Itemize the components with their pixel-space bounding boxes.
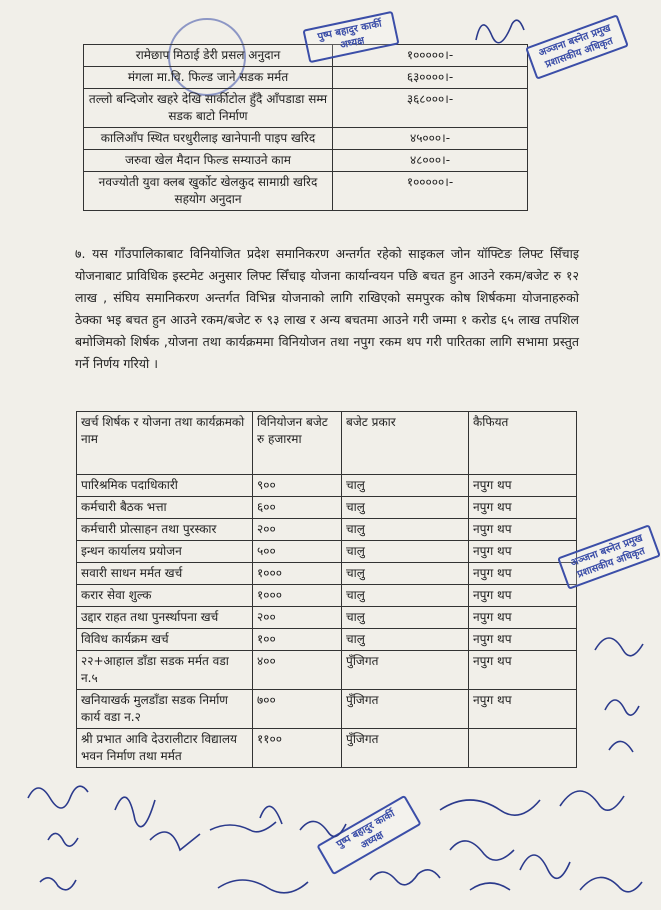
table-row <box>84 150 528 172</box>
row-budget: २०० <box>253 519 342 541</box>
table-row <box>84 89 528 128</box>
row-name: खनियाखर्क मुलडाँडा सडक निर्माण कार्य वडा न.२ <box>77 690 253 729</box>
row-type: चालु <box>342 497 469 519</box>
table-row <box>84 172 528 211</box>
row-budget: ४०० <box>253 651 342 690</box>
row-type: चालु <box>342 607 469 629</box>
table-row <box>77 497 577 519</box>
cao-stamp-top: अञ्जना बस्नेत प्रमुख प्रशासकीय अधिकृत <box>525 14 629 79</box>
row-remark: नपुग थप <box>469 519 577 541</box>
row-budget: ११०० <box>253 729 342 768</box>
row-budget: ५०० <box>253 541 342 563</box>
row-type: पुँजिगत <box>342 729 469 768</box>
row-type: चालु <box>342 563 469 585</box>
row-remark: नपुग थप <box>469 541 577 563</box>
row-budget: १००० <box>253 563 342 585</box>
row-name: विविध कार्यक्रम खर्च <box>77 629 253 651</box>
item-amount: ४८०००।- <box>333 150 528 172</box>
row-type: पुँजिगत <box>342 651 469 690</box>
table-row <box>77 475 577 497</box>
row-type: चालु <box>342 629 469 651</box>
header-budget: विनियोजन बजेट रु हजारमा <box>253 412 342 475</box>
item-name: कालिआँप स्थित घरधुरीलाइ खानेपानी पाइप खरिद <box>84 128 333 150</box>
row-name: २२+आहाल डाँडा सडक मर्मत वडा न.५ <box>77 651 253 690</box>
budget-table-top <box>83 44 528 211</box>
signatures-bottom <box>20 770 650 910</box>
table-row <box>84 128 528 150</box>
row-type: पुँजिगत <box>342 690 469 729</box>
item-amount: ४५०००।- <box>333 128 528 150</box>
row-remark: नपुग थप <box>469 690 577 729</box>
row-remark: नपुग थप <box>469 475 577 497</box>
signature-top-right <box>470 10 530 50</box>
row-budget: २०० <box>253 607 342 629</box>
row-budget: ६०० <box>253 497 342 519</box>
item-amount: ६३००००।- <box>333 67 528 89</box>
header-remark: कैफियत <box>469 412 577 475</box>
table-row <box>77 563 577 585</box>
row-budget: ९०० <box>253 475 342 497</box>
row-budget: १००० <box>253 585 342 607</box>
item-name: तल्लो बन्दिजोर खहरे देखि सार्कीटोल हुँदै आँपडाडा सम्म सडक बाटो निर्माण <box>84 89 333 128</box>
item-amount: १०००००।- <box>333 172 528 211</box>
table-row <box>77 541 577 563</box>
row-type: चालु <box>342 585 469 607</box>
item-amount: १०००००।- <box>333 45 528 67</box>
chairman-stamp-top: पुष्प बहादुर कार्की अध्यक्ष <box>302 11 399 63</box>
row-type: चालु <box>342 519 469 541</box>
row-remark: नपुग थप <box>469 607 577 629</box>
row-remark: नपुग थप <box>469 651 577 690</box>
table-row <box>77 519 577 541</box>
table-row <box>77 690 577 729</box>
item-name: मंगला मा.वि. फिल्ड जाने सडक मर्मत <box>84 67 333 89</box>
row-name: करार सेवा शुल्क <box>77 585 253 607</box>
table-header-row <box>77 412 577 475</box>
item-name: जरुवा खेल मैदान फिल्ड सम्याउने काम <box>84 150 333 172</box>
row-name: इन्धन कार्यालय प्रयोजन <box>77 541 253 563</box>
item-name: नवज्योती युवा क्लब खुर्कोट खेलकुद सामाग्री खरिद सहयोग अनुदान <box>84 172 333 211</box>
decision-paragraph: ७. यस गाँउपालिकाबाट विनियोजित प्रदेश समानिकरण अन्तर्गत रहेको साइकल जोन यॉफ्टिङ लिफ्ट सिँचाइ योजनाबाट प्राविधिक इस्टमेट अनुसार लिफ्ट सिँचाइ योजना कार्यान्वयन पछि बचत हुन आउने रकम/बजेट रु १२ लाख , संघिय समानिकरण अन्तर्गत विभिन्न योजनाको लागि राखिएको समपुरक कोष शिर्षकमा योजनाहरुको ठेक्का भइ बचत हुन आउने रकम/बजेट रु ९३ लाख र अन्य बचतमा आउने गरी जम्मा १ करोड ६५ लाख तपशिल बमोजिमको शिर्षक ,योजना तथा कार्यक्रममा विनियोजन तथा नपुग रकम थप गरी पारितका लागि सभामा प्रस्तुत गर्ने निर्णय गरियो । <box>75 246 579 371</box>
item-name: रामेछाप मिठाई डेरी प्रसल अनुदान <box>84 45 333 67</box>
row-type: चालु <box>342 541 469 563</box>
table-row <box>77 651 577 690</box>
table-row <box>77 585 577 607</box>
row-name: श्री प्रभात आवि देउरालीटार विद्यालय भवन निर्माण तथा मर्मत <box>77 729 253 768</box>
signatures-right <box>585 610 655 770</box>
chairman-stamp-bottom: पुष्प बहादुर कार्की अध्यक्ष <box>316 795 421 875</box>
row-remark: नपुग थप <box>469 563 577 585</box>
row-name: पारिश्रमिक पदाधिकारी <box>77 475 253 497</box>
header-name: खर्च शिर्षक र योजना तथा कार्यक्रमको नाम <box>77 412 253 475</box>
table-row <box>77 607 577 629</box>
row-remark: नपुग थप <box>469 629 577 651</box>
row-name: कर्मचारी बैठक भत्ता <box>77 497 253 519</box>
allocation-table <box>76 411 577 768</box>
row-remark: नपुग थप <box>469 497 577 519</box>
header-type: बजेट प्रकार <box>342 412 469 475</box>
row-budget: ७०० <box>253 690 342 729</box>
row-type: चालु <box>342 475 469 497</box>
table-row <box>77 629 577 651</box>
table-row <box>77 729 577 768</box>
row-budget: १०० <box>253 629 342 651</box>
row-name: उद्दार राहत तथा पुनर्स्थापना खर्च <box>77 607 253 629</box>
row-remark <box>469 729 577 768</box>
item-amount: ३६८०००।- <box>333 89 528 128</box>
row-name: सवारी साधन मर्मत खर्च <box>77 563 253 585</box>
row-remark: नपुग थप <box>469 585 577 607</box>
row-name: कर्मचारी प्रोत्साहन तथा पुरस्कार <box>77 519 253 541</box>
table-row <box>84 67 528 89</box>
cao-stamp-middle: अञ्जना बस्नेत प्रमुख प्रशासकीय अधिकृत <box>557 524 661 589</box>
